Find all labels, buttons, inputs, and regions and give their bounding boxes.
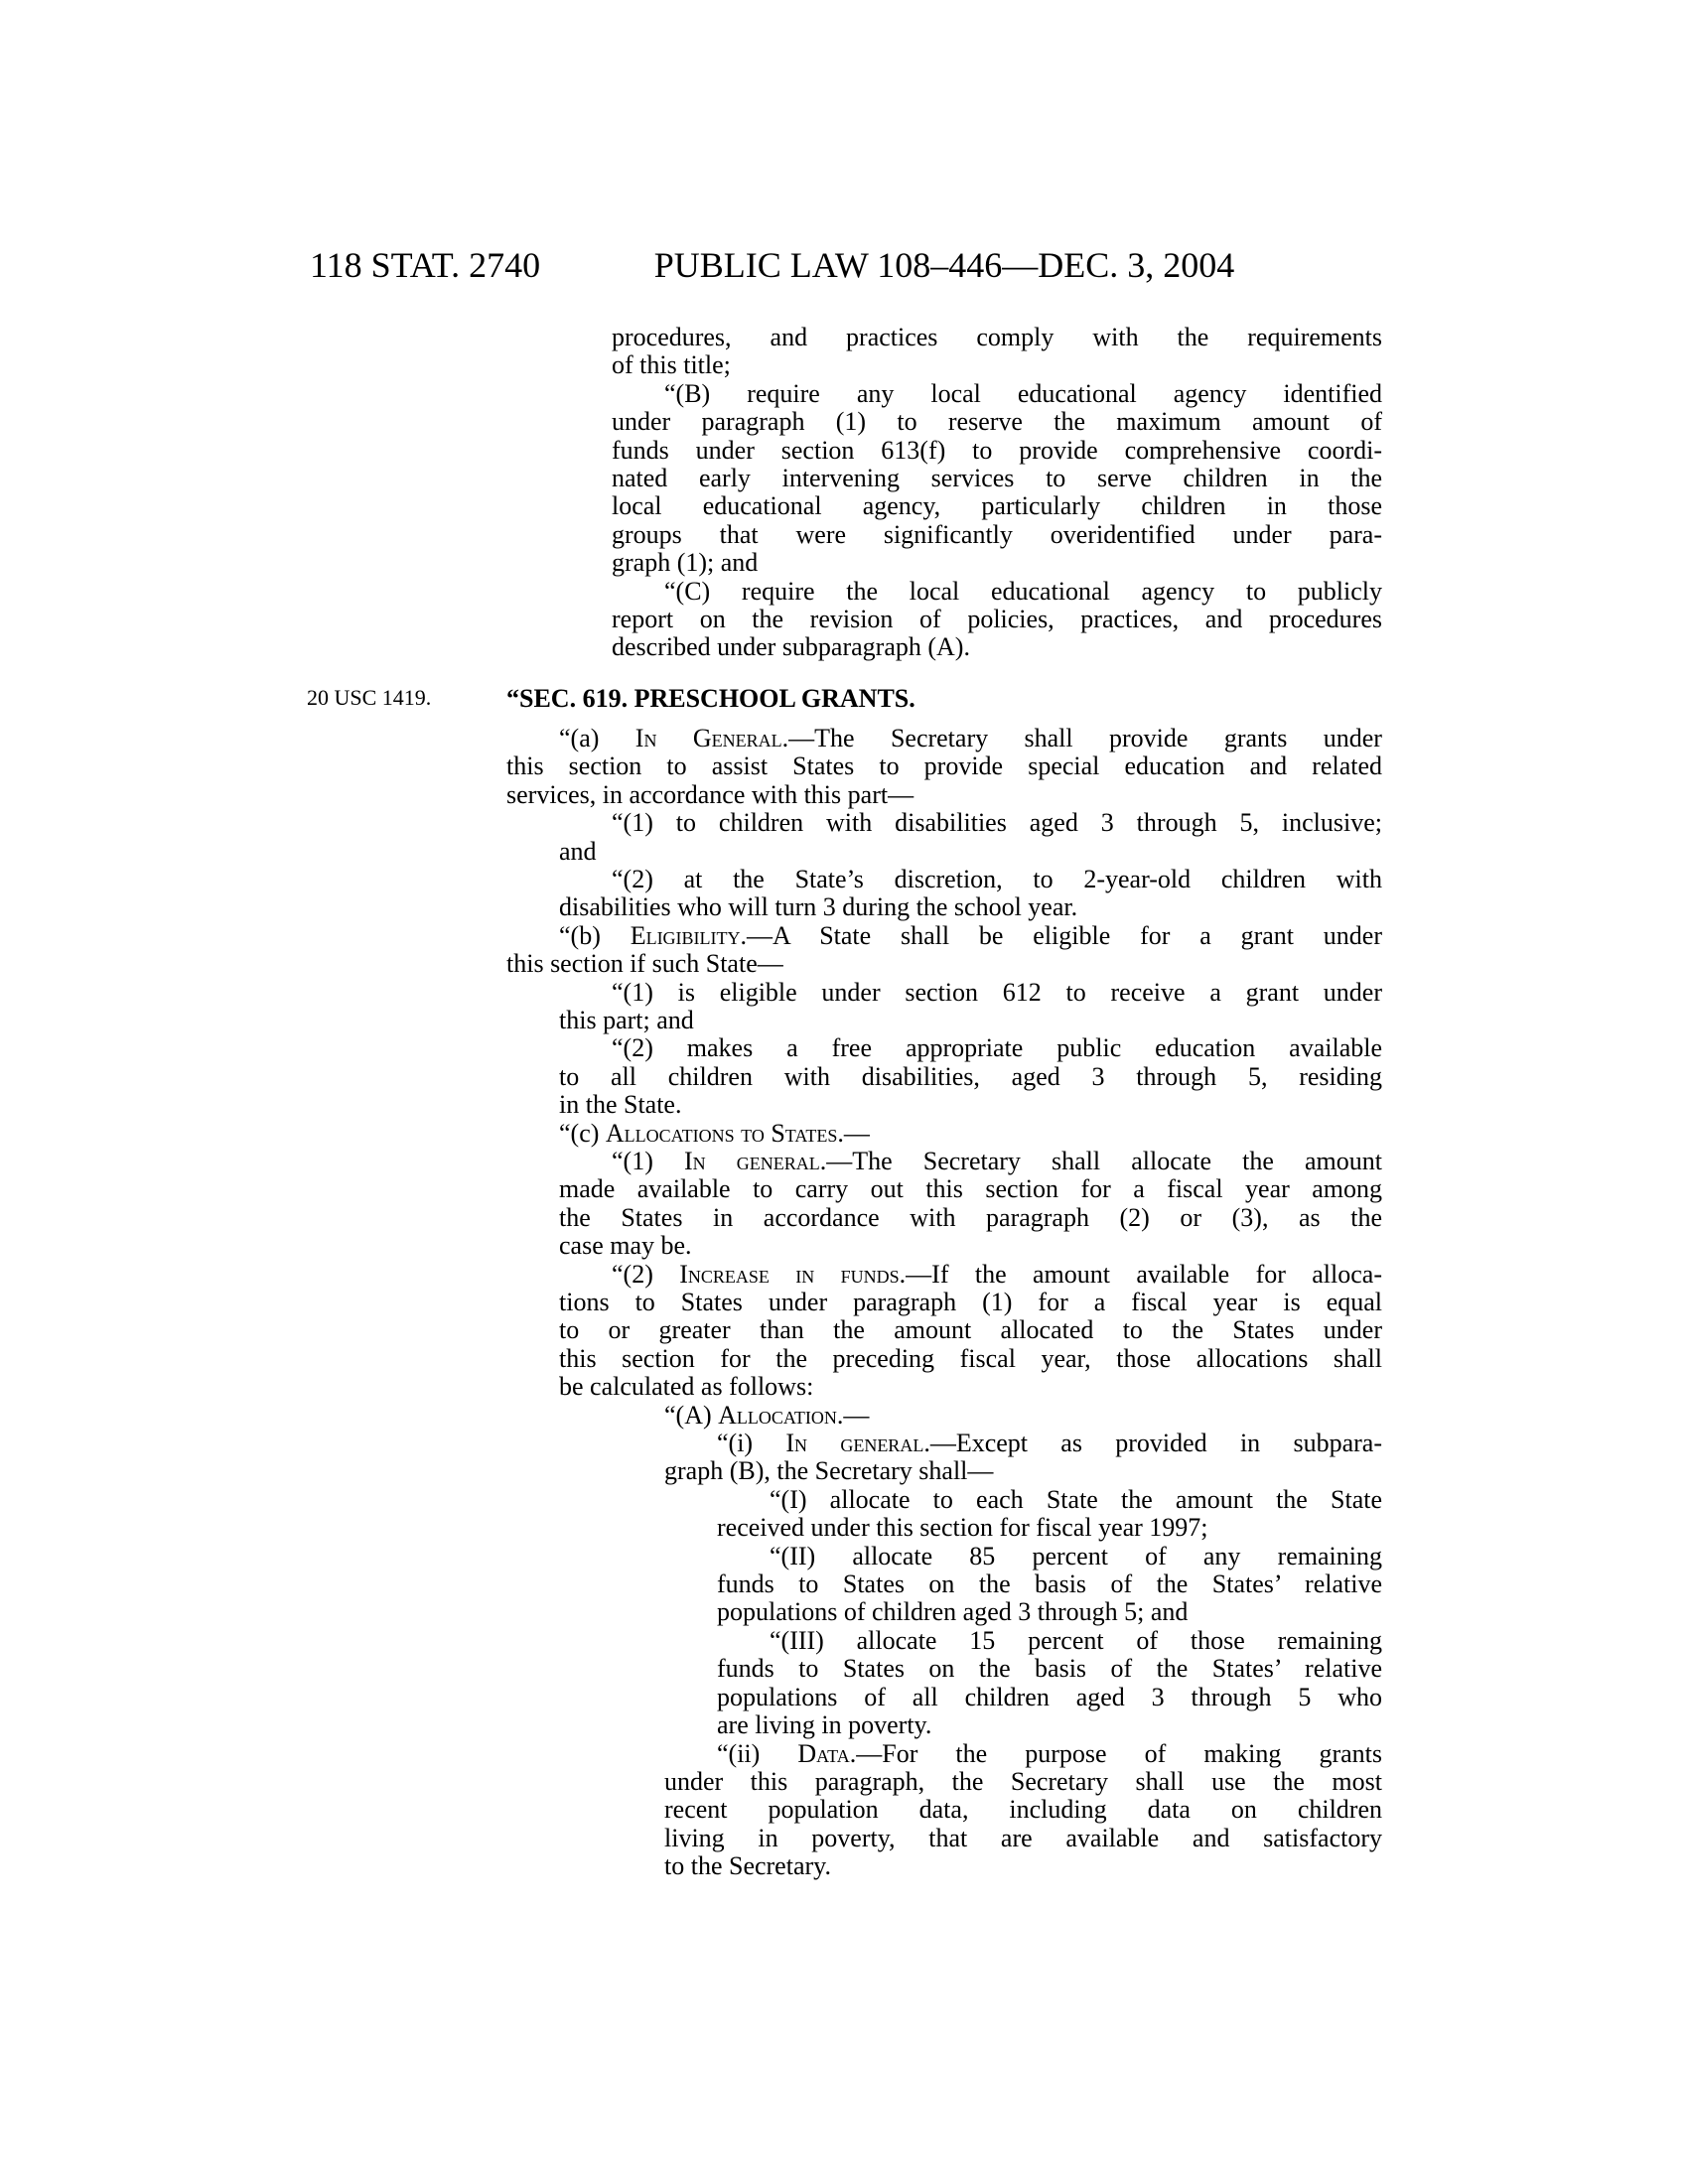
statute-paragraph (506, 1430, 1382, 1486)
statute-paragraph (506, 1148, 1382, 1261)
text-line: “(1) In general.—The Secretary shall allocate the amount (612, 1146, 1382, 1175)
small-caps-heading: Allocation (718, 1400, 837, 1430)
small-caps-heading: Increase in funds (679, 1259, 900, 1289)
text-line: this part; and (559, 1005, 694, 1034)
text-line: “(2) at the State’s discretion, to 2-year-old children with (612, 864, 1382, 893)
small-caps-heading: Allocations to States (605, 1118, 838, 1148)
text-line: graph (B), the Secretary shall— (664, 1456, 994, 1486)
statute-paragraph (506, 1120, 1382, 1148)
text-line: be calculated as follows: (559, 1372, 814, 1402)
header-stat-number: 118 STAT. 2740 (310, 245, 541, 285)
header-law-title: PUBLIC LAW 108–446—DEC. 3, 2004 (653, 245, 1235, 285)
text-line: funds to States on the basis of the States’ relative (717, 1654, 1382, 1684)
text-line: report on the revision of policies, practices, and procedures (612, 605, 1382, 634)
text-line: living in poverty, that are available and satisfactory (664, 1823, 1382, 1852)
text-line: graph (1); and (612, 548, 759, 578)
text-line: described under subparagraph (A). (612, 632, 970, 662)
statute-paragraph (506, 1740, 1382, 1881)
text-line: “(i) In general.—Except as provided in subpara- (717, 1429, 1382, 1458)
text-line: nated early intervening services to serve children in the (612, 464, 1382, 493)
text-line: of this title; (612, 350, 731, 380)
text-line: this section if such State— (506, 949, 783, 979)
text-line: groups that were significantly overidentified under para- (612, 519, 1382, 549)
statute-paragraph (506, 979, 1382, 1035)
statute-paragraph (506, 866, 1382, 922)
text-line: this section for the preceding fiscal year, those allocations shall (559, 1343, 1382, 1373)
text-line: “(ii) Data.—For the purpose of making grants (717, 1738, 1382, 1768)
text-line: “(2) Increase in funds.—If the amount available for alloca- (612, 1259, 1382, 1289)
text-line: “(II) allocate 85 percent of any remaining (770, 1541, 1382, 1570)
post-heading-block (506, 725, 1382, 1881)
small-caps-heading: In general (785, 1429, 924, 1458)
text-line: in the State. (559, 1090, 682, 1120)
text-line: to the Secretary. (664, 1851, 831, 1881)
text-line: funds under section 613(f) to provide comprehensive coordi- (612, 435, 1382, 465)
text-line: tions to States under paragraph (1) for a fiscal year is equal (559, 1288, 1382, 1316)
statute-paragraph (506, 809, 1382, 866)
text-line: “(1) to children with disabilities aged 3 through 5, inclusive; (612, 808, 1382, 838)
text-line: services, in accordance with this part— (506, 779, 914, 809)
statute-paragraph (506, 1486, 1382, 1543)
text-line: made available to carry out this section for a fiscal year among (559, 1174, 1382, 1204)
text-line: under this paragraph, the Secretary shall use the most (664, 1766, 1382, 1796)
text-line: are living in poverty. (717, 1710, 932, 1740)
statute-paragraph (506, 725, 1382, 809)
text-line: this section to assist States to provide special education and related (506, 751, 1382, 781)
statute-paragraph (506, 1034, 1382, 1119)
statute-paragraph (506, 578, 1382, 662)
text-line: disabilities who will turn 3 during the school year. (559, 892, 1078, 922)
text-line: to or greater than the amount allocated to the States under (559, 1315, 1382, 1345)
statute-paragraph (506, 380, 1382, 578)
statute-paragraph (506, 324, 1382, 380)
text-line: “(b) Eligibility.—A State shall be eligible for a grant under (559, 920, 1383, 950)
text-line: the States in accordance with paragraph (2) or (3), as the (559, 1202, 1382, 1232)
text-line: recent population data, including data on children (664, 1795, 1382, 1825)
statute-paragraph (506, 1261, 1382, 1402)
text-line: “(c) Allocations to States.— (559, 1118, 870, 1148)
text-line: “(2) makes a free appropriate public education available (612, 1033, 1382, 1063)
text-line: to all children with disabilities, aged 3 through 5, residing (559, 1061, 1382, 1091)
statute-paragraph (506, 922, 1382, 979)
text-line: populations of all children aged 3 through 5 who (717, 1682, 1382, 1711)
small-caps-heading: In General (634, 723, 782, 752)
text-line: procedures, and practices comply with the requirements (612, 323, 1382, 351)
small-caps-heading: Eligibility (630, 920, 741, 950)
text-line: funds to States on the basis of the States’ relative (717, 1570, 1382, 1599)
statute-text-block (506, 324, 1382, 1881)
text-line: “(a) In General.—The Secretary shall provide grants under (559, 723, 1382, 752)
text-line: “(I) allocate to each State the amount the State (770, 1484, 1382, 1514)
statute-paragraph (506, 1627, 1382, 1740)
text-line: populations of children aged 3 through 5; and (717, 1597, 1189, 1627)
text-line: “(III) allocate 15 percent of those remaining (770, 1625, 1382, 1655)
text-line: received under this section for fiscal year 1997; (717, 1513, 1208, 1543)
small-caps-heading: In general (683, 1146, 820, 1175)
text-line: under paragraph (1) to reserve the maximum amount of (612, 407, 1382, 437)
text-line: “(C) require the local educational agency to publicly (664, 576, 1382, 606)
small-caps-heading: Data (797, 1738, 850, 1768)
section-heading: “SEC. 619. PRESCHOOL GRANTS. (506, 683, 915, 713)
statute-paragraph (506, 1543, 1382, 1627)
text-line: “(B) require any local educational agency identified (664, 378, 1382, 408)
text-line: and (559, 836, 597, 866)
margin-note-usc-citation: 20 USC 1419. (307, 685, 432, 710)
text-line: “(A) Allocation.— (664, 1400, 870, 1430)
text-line: local educational agency, particularly children in those (612, 491, 1382, 521)
pre-heading-block (506, 324, 1382, 662)
text-line: “(1) is eligible under section 612 to receive a grant under (612, 977, 1382, 1007)
text-line: case may be. (559, 1231, 692, 1261)
statute-paragraph (506, 1402, 1382, 1430)
